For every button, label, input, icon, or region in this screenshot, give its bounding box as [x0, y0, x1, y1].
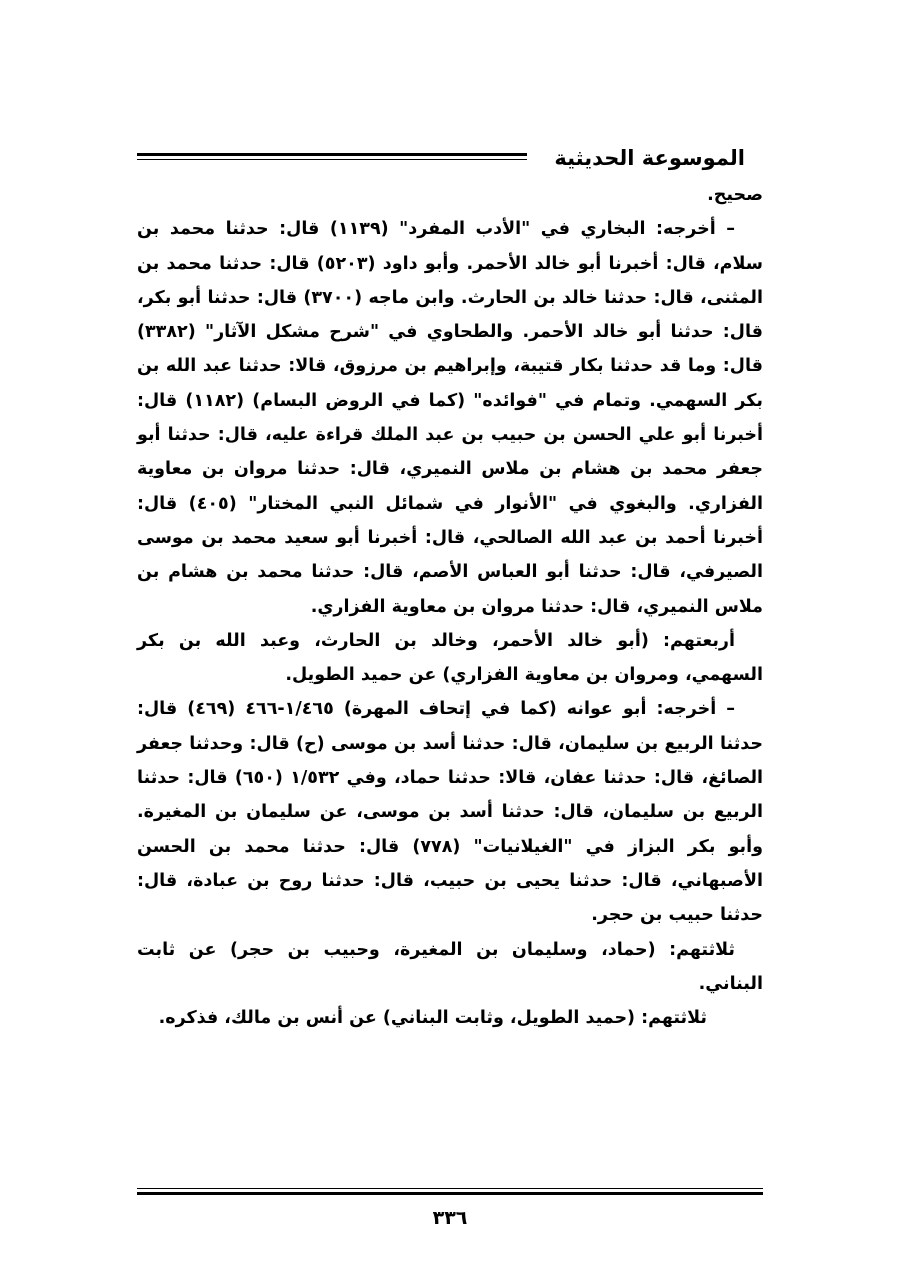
book-title: الموسوعة الحديثية — [554, 146, 745, 170]
footer-rule — [137, 1188, 763, 1197]
header-rule-left — [137, 153, 177, 163]
header-rule-right — [137, 153, 527, 163]
grading-line: صحيح. — [707, 185, 763, 205]
summary-paragraph-3: ثلاثتهم: (حميد الطويل، وثابت البناني) عن أنس بن مالك، فذكره. — [158, 1008, 707, 1029]
summary-paragraph-2: ثلاثتهم: (حماد، وسليمان بن المغيرة، وحبيب بن حجر) عن ثابت البناني. — [137, 939, 763, 994]
summary-paragraph-1: أربعتهم: (أبو خالد الأحمر، وخالد بن الحارث، وعبد الله بن بكر السهمي، ومروان بن معاوية الفزاري) عن حميد الطويل. — [137, 630, 763, 686]
page-number: ٣٣٦ — [432, 1207, 468, 1229]
page-body — [137, 178, 763, 1035]
takhrij-paragraph-1: – أخرجه: البخاري في "الأدب المفرد" (١١٣٩) قال: حدثنا محمد بن سلام، قال: أخبرنا أبو خالد الأحمر. وأبو داود (٥٢٠٣) قال: حدثنا محمد بن المثنى، قال: حدثنا خالد بن الحارث. وابن ماجه (٣٧٠٠) قال: حدثنا أبو بكر، قال: حدثنا أبو خالد الأحمر. والطحاوي في "شرح مشكل الآثار" (٣٣٨٢) قال: وما قد حدثنا بكار قتيبة، وإبراهيم بن مرزوق، قالا: حدثنا عبد الله بن بكر السهمي. وتمام في "فوائده" (كما في الروض البسام) (١١٨٢) قال: أخبرنا أبو علي الحسن بن حبيب بن عبد الملك قراءة عليه، قال: حدثنا أبو جعفر محمد بن هشام بن ملاس النميري، قال: حدثنا مروان بن معاوية الفزاري. والبغوي في "الأنوار في شمائل النبي المختار" (٤٠٥) قال: أخبرنا أحمد بن عبد الله الصالحي، قال: أخبرنا أبو سعيد محمد بن موسى الصيرفي، قال: حدثنا أبو العباس الأصم، قال: حدثنا محمد بن هشام بن ملاس النميري، قال: حدثنا مروان بن معاوية الفزاري. — [137, 219, 763, 617]
takhrij-paragraph-2: – أخرجه: أبو عوانه (كما في إتحاف المهرة) ١/٤٦٥-٤٦٦ (٤٦٩) قال: حدثنا الربيع بن سليمان، قال: حدثنا أسد بن موسى (ح) قال: وحدثنا جعفر الصائغ، قال: حدثنا عفان، قالا: حدثنا حماد، وفي ١/٥٣٢ (٦٥٠) قال: حدثنا الربيع بن سليمان، قال: حدثنا أسد بن موسى، عن سليمان بن المغيرة. وأبو بكر البزاز في "الغيلانيات" (٧٧٨) قال: حدثنا محمد بن الحسن الأصبهاني، قال: حدثنا يحيى بن حبيب، قال: حدثنا روح بن عبادة، قال: حدثنا حبيب بن حجر. — [137, 699, 764, 926]
